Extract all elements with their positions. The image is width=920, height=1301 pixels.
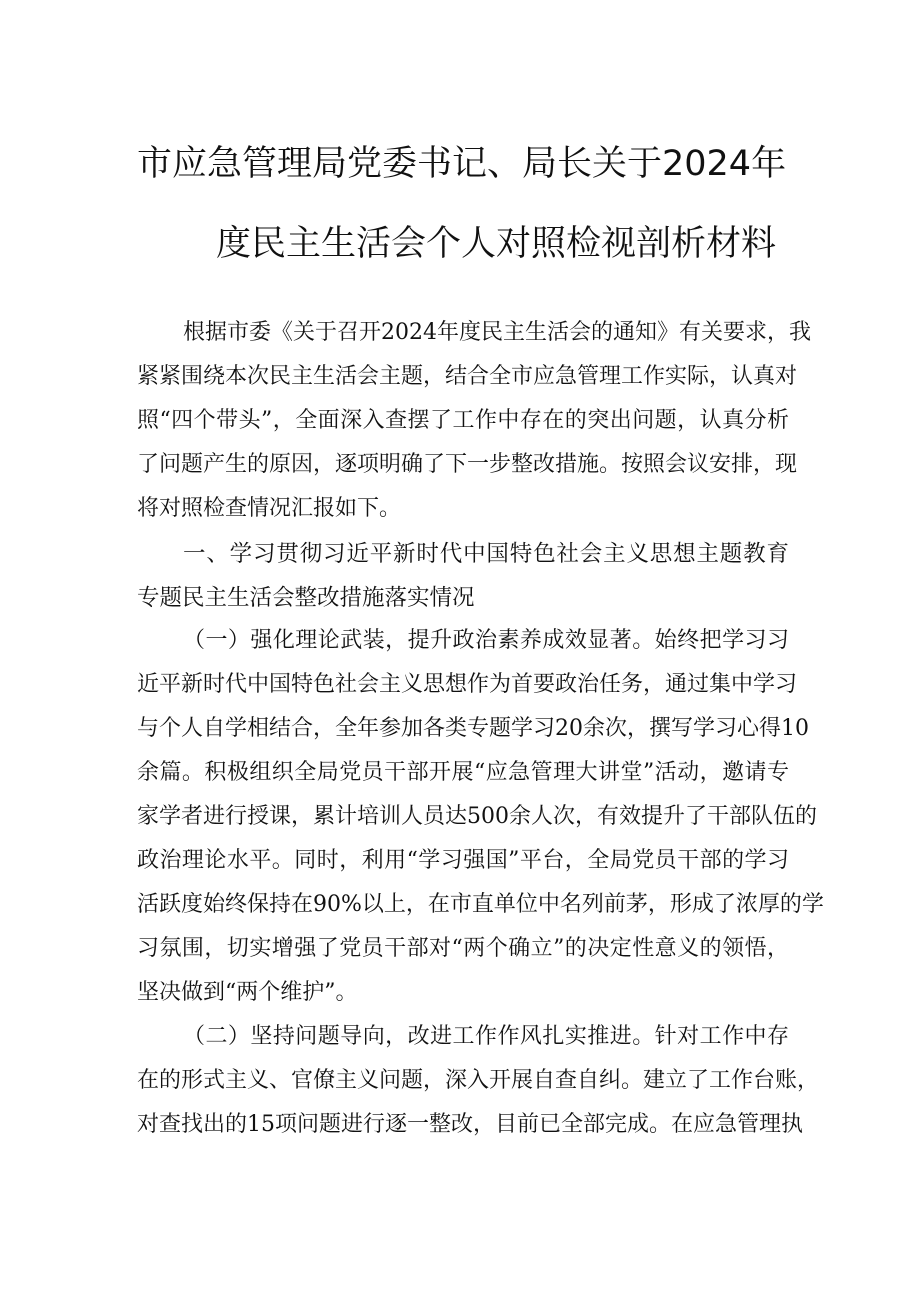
para1-line-6: 政治理论水平。同时，利用“学习强国”平台，全局党员干部的学习 <box>137 848 789 873</box>
intro-line-1: 根据市委《关于召开2024年度民主生活会的通知》有关要求，我 <box>183 320 811 345</box>
para1-line-8: 习氛围，切实增强了党员干部对“两个确立”的决定性意义的领悟， <box>137 936 789 961</box>
intro-line-2: 紧紧围绕本次民主生活会主题，结合全市应急管理工作实际，认真对 <box>137 364 798 389</box>
para2-line-1: （二）坚持问题导向，改进工作作风扎实推进。针对工作中存 <box>183 1024 789 1049</box>
para2-line-3: 对查找出的15项问题进行逐一整改，目前已全部完成。在应急管理执 <box>137 1112 803 1137</box>
intro-line-3: 照“四个带头”，全面深入查摆了工作中存在的突出问题，认真分析 <box>137 408 789 433</box>
para1-line-9: 坚决做到“两个维护”。 <box>137 980 358 1005</box>
section-heading-line-1: 一、学习贯彻习近平新时代中国特色社会主义思想主题教育 <box>183 541 789 567</box>
title-line-1: 市应急管理局党委书记、局长关于2024年 <box>137 144 787 184</box>
para1-line-7: 活跃度始终保持在90%以上，在市直单位中名列前茅，形成了浓厚的学 <box>137 892 824 917</box>
intro-line-5: 将对照检查情况汇报如下。 <box>137 496 402 521</box>
para1-line-5: 家学者进行授课，累计培训人员达500余人次，有效提升了干部队伍的 <box>137 804 817 829</box>
title-line-2: 度民主生活会个人对照检视剖析材料 <box>216 224 777 264</box>
para1-line-4: 余篇。积极组织全局党员干部开展“应急管理大讲堂”活动，邀请专 <box>137 760 789 785</box>
para1-line-1: （一）强化理论武装，提升政治素养成效显著。始终把学习习 <box>183 628 789 653</box>
para1-line-2: 近平新时代中国特色社会主义思想作为首要政治任务，通过集中学习 <box>137 672 798 697</box>
intro-line-4: 了问题产生的原因，逐项明确了下一步整改措施。按照会议安排，现 <box>137 452 798 477</box>
section-heading-line-2: 专题民主生活会整改措施落实情况 <box>137 585 475 611</box>
para1-line-3: 与个人自学相结合，全年参加各类专题学习20余次，撰写学习心得10 <box>137 716 809 741</box>
para2-line-2: 在的形式主义、官僚主义问题，深入开展自查自纠。建立了工作台账， <box>137 1068 820 1093</box>
